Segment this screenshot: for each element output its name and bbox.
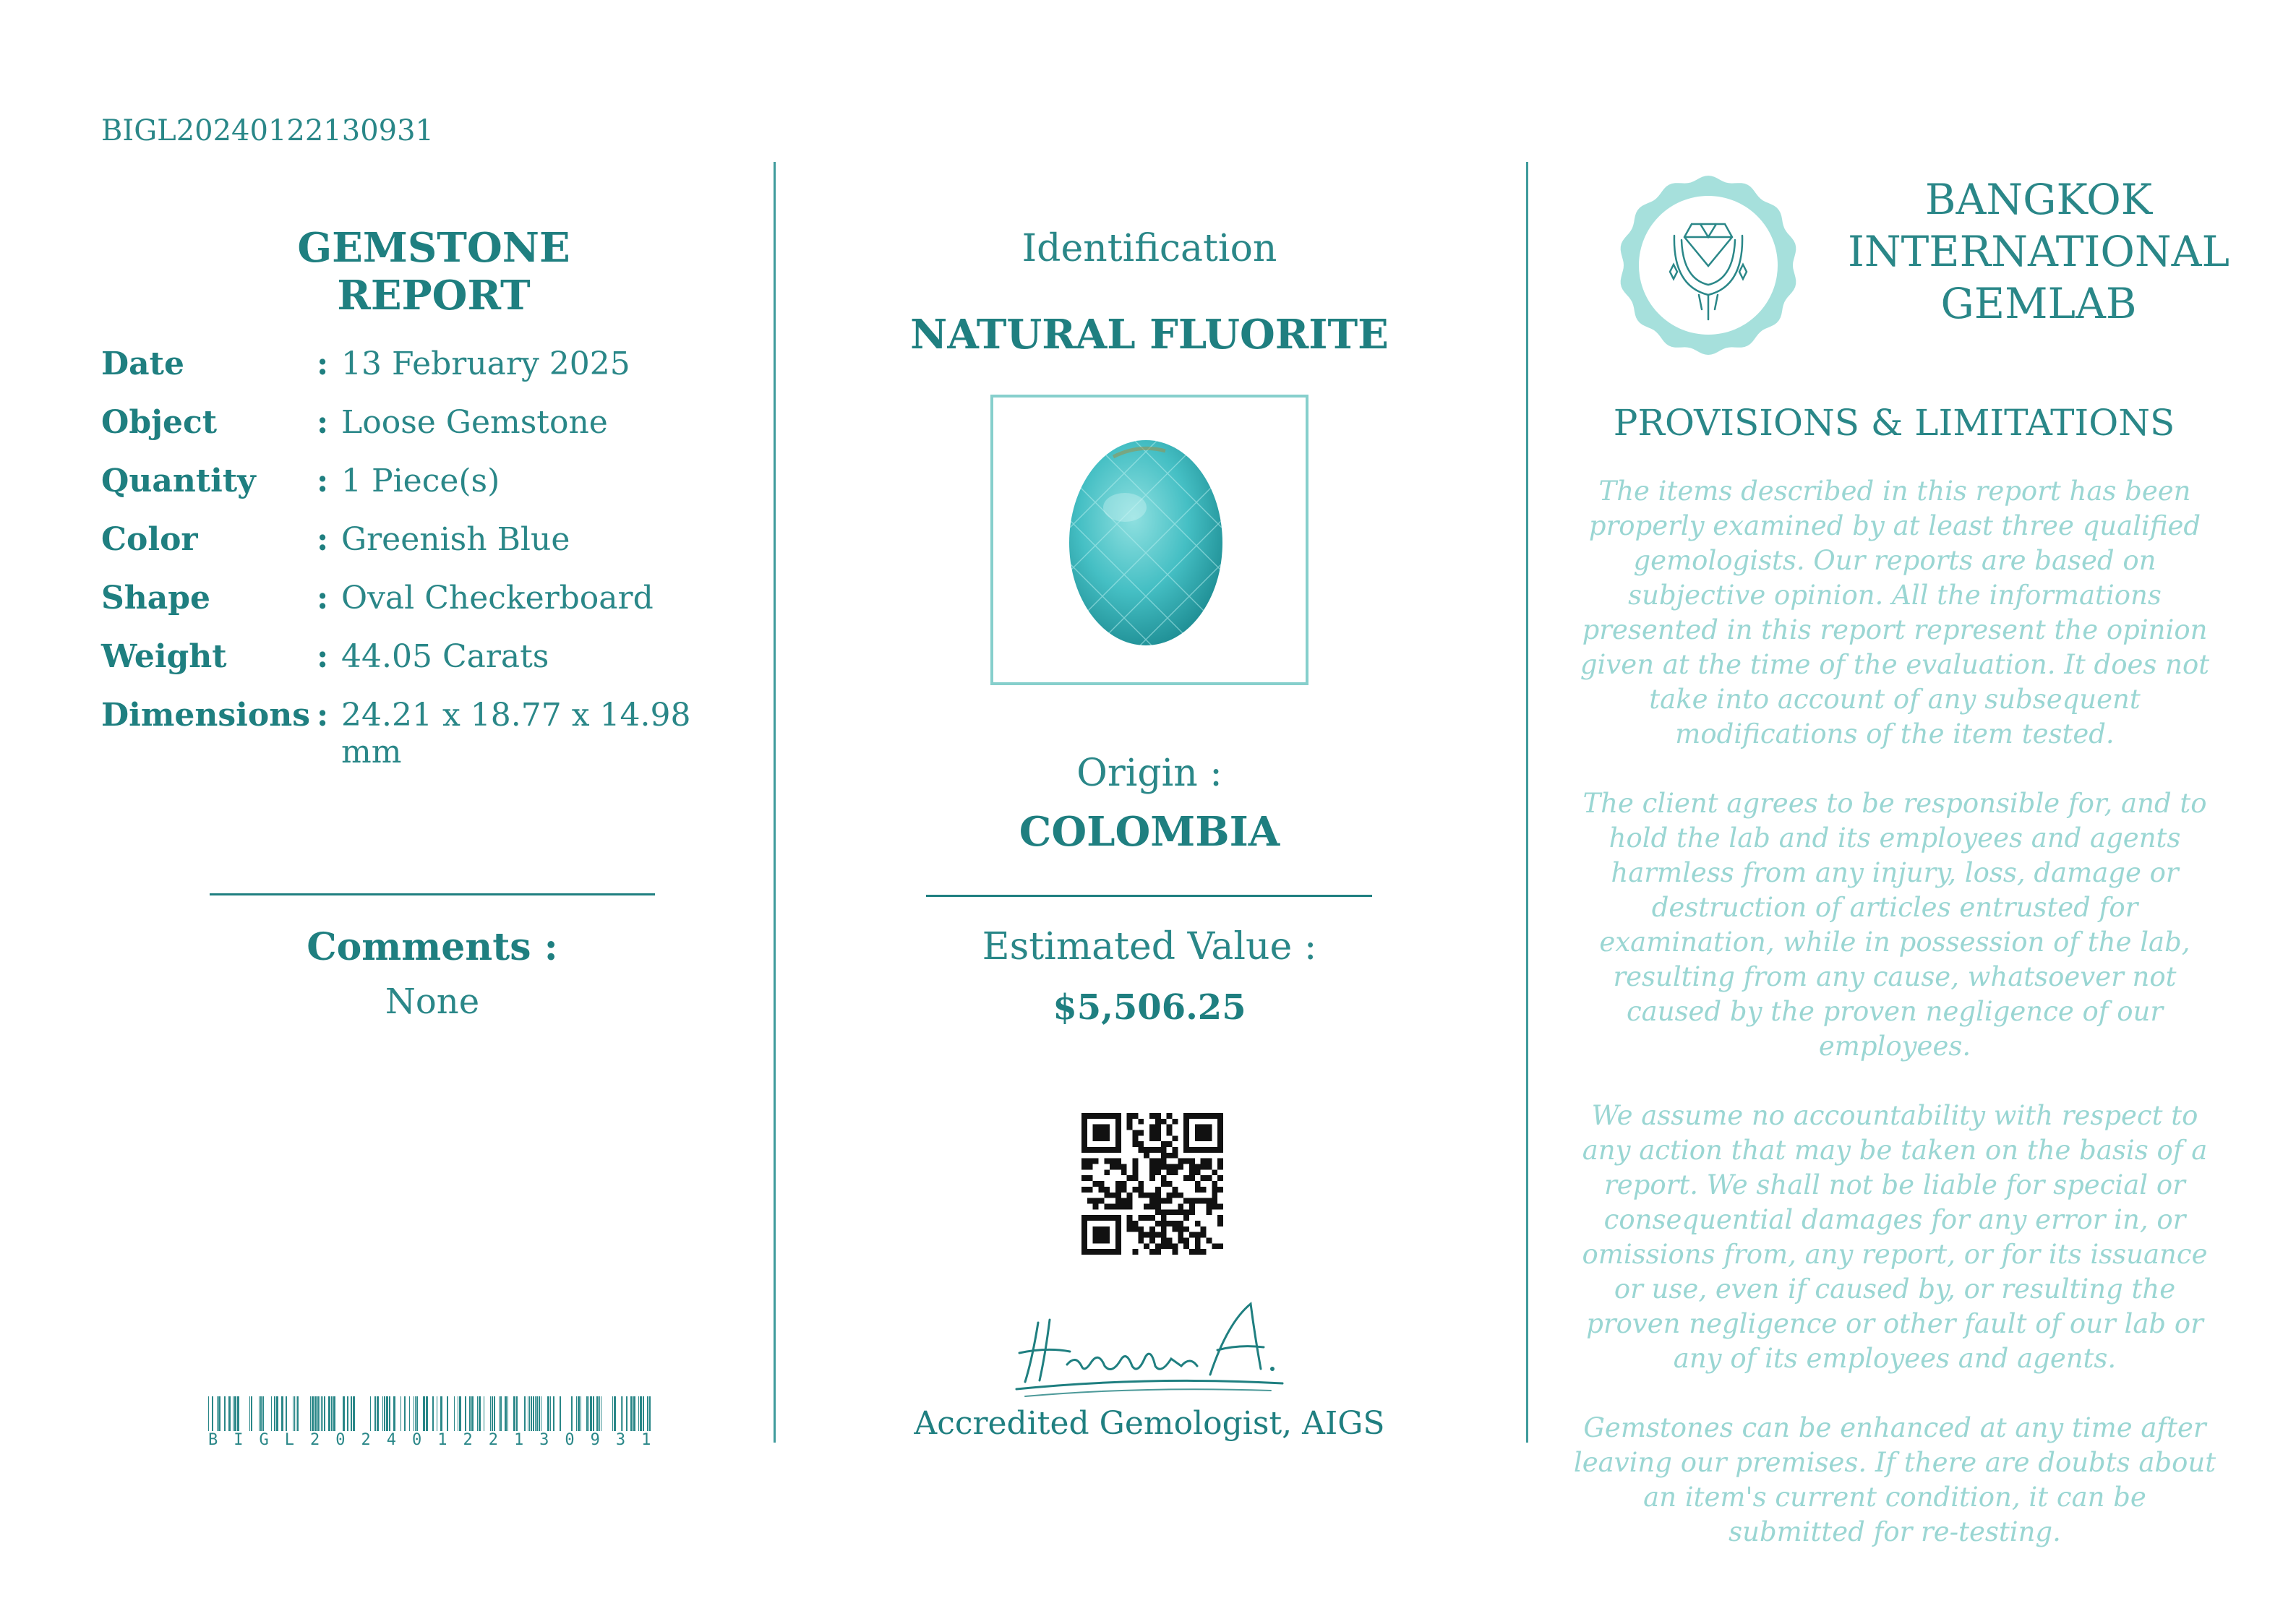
identification-label: Identification [1021, 227, 1277, 270]
origin-label: Origin : [1076, 752, 1222, 795]
provision-paragraph: Gemstones can be enhanced at any time after leaving our premises. If there are doubts about an item's current condition, it can be submitted for re-testing. [1573, 1412, 2216, 1547]
detail-row-quantity [101, 463, 752, 521]
detail-colon: : [317, 580, 329, 616]
lab-name-line: BANGKOK [1924, 175, 2153, 224]
detail-row-color [101, 521, 752, 580]
estimated-value-label: Estimated Value : [982, 925, 1317, 968]
detail-colon: : [317, 697, 329, 734]
provision-paragraph: The items described in this report has been properly examined by at least three qualified gemologists. Our reports are based on subjective opinion. All the informations presented in this report represent the opinion given at the time of the evaluation. It does not take into account of any subsequent modifications of the item tested. [1580, 476, 2210, 749]
provision-paragraph: We assume no accountability with respect to any action that may be taken on the basis of a report. We shall not be liable for special or consequential damages for any error in, or omissions from, any report, or for its issuance or use, even if caused by, or resulting the proven negligence or other fault of our lab or any of its employees and agents. [1582, 1100, 2208, 1374]
detail-label: Dimensions [101, 697, 311, 734]
comments-label: Comments : [307, 925, 558, 969]
detail-colon: : [317, 521, 329, 558]
details-list [101, 345, 752, 770]
barcode-icon [208, 1396, 659, 1431]
comments-value: None [385, 981, 480, 1022]
detail-value: 13 February 2025 [341, 345, 630, 382]
barcode-number: BIGL20240122130931 [208, 1431, 667, 1449]
report-number: BIGL20240122130931 [101, 114, 434, 147]
detail-colon: : [317, 638, 329, 675]
provisions-text [1573, 474, 2216, 1584]
comments-divider [210, 893, 655, 895]
provisions-title: PROVISIONS & LIMITATIONS [1613, 402, 2175, 444]
detail-value: Loose Gemstone [341, 404, 608, 441]
column-divider-right [1526, 162, 1528, 1443]
gem-photo [1067, 438, 1225, 648]
detail-label: Date [101, 345, 184, 382]
gem-photo-frame [990, 395, 1308, 685]
gemologist-title: Accredited Gemologist, AIGS [914, 1405, 1385, 1442]
lab-name [1843, 173, 2234, 330]
identification-value: NATURAL FLUORITE [910, 311, 1389, 358]
signature [1003, 1294, 1293, 1402]
detail-label: Shape [101, 580, 211, 616]
detail-row-weight [101, 638, 752, 697]
provision-paragraph: The client agrees to be responsible for, and to hold the lab and its employees and agents harmless from any injury, loss, damage or destruction of articles entrusted for examination, while in possession of the lab, resulting from any cause, whatsoever not caused by the proven negligence of our employees. [1582, 788, 2207, 1062]
report-title: GEMSTONE REPORT [297, 224, 570, 319]
detail-label: Quantity [101, 463, 256, 499]
detail-colon: : [317, 404, 329, 441]
detail-value: Greenish Blue [341, 521, 570, 558]
estimated-value: $5,506.25 [1053, 987, 1246, 1028]
detail-value: Oval Checkerboard [341, 580, 654, 616]
qr-code-icon[interactable] [1081, 1113, 1223, 1255]
origin-value: COLOMBIA [1019, 808, 1280, 856]
detail-colon: : [317, 463, 329, 499]
detail-row-object [101, 404, 752, 463]
detail-label: Object [101, 404, 218, 441]
detail-value: 1 Piece(s) [341, 463, 500, 499]
detail-row-date [101, 345, 752, 404]
detail-row-dimensions [101, 697, 752, 770]
detail-colon: : [317, 345, 329, 382]
detail-value: 24.21 x 18.77 x 14.98 mm [341, 697, 691, 770]
detail-label: Color [101, 521, 198, 558]
value-divider [926, 895, 1372, 897]
detail-value: 44.05 Carats [341, 638, 549, 675]
column-divider-left [774, 162, 776, 1443]
detail-label: Weight [101, 638, 227, 675]
lab-name-line: INTERNATIONAL [1847, 227, 2230, 276]
detail-row-shape [101, 580, 752, 638]
lab-name-line: GEMLAB [1940, 279, 2137, 328]
lab-seal-icon [1614, 171, 1803, 360]
